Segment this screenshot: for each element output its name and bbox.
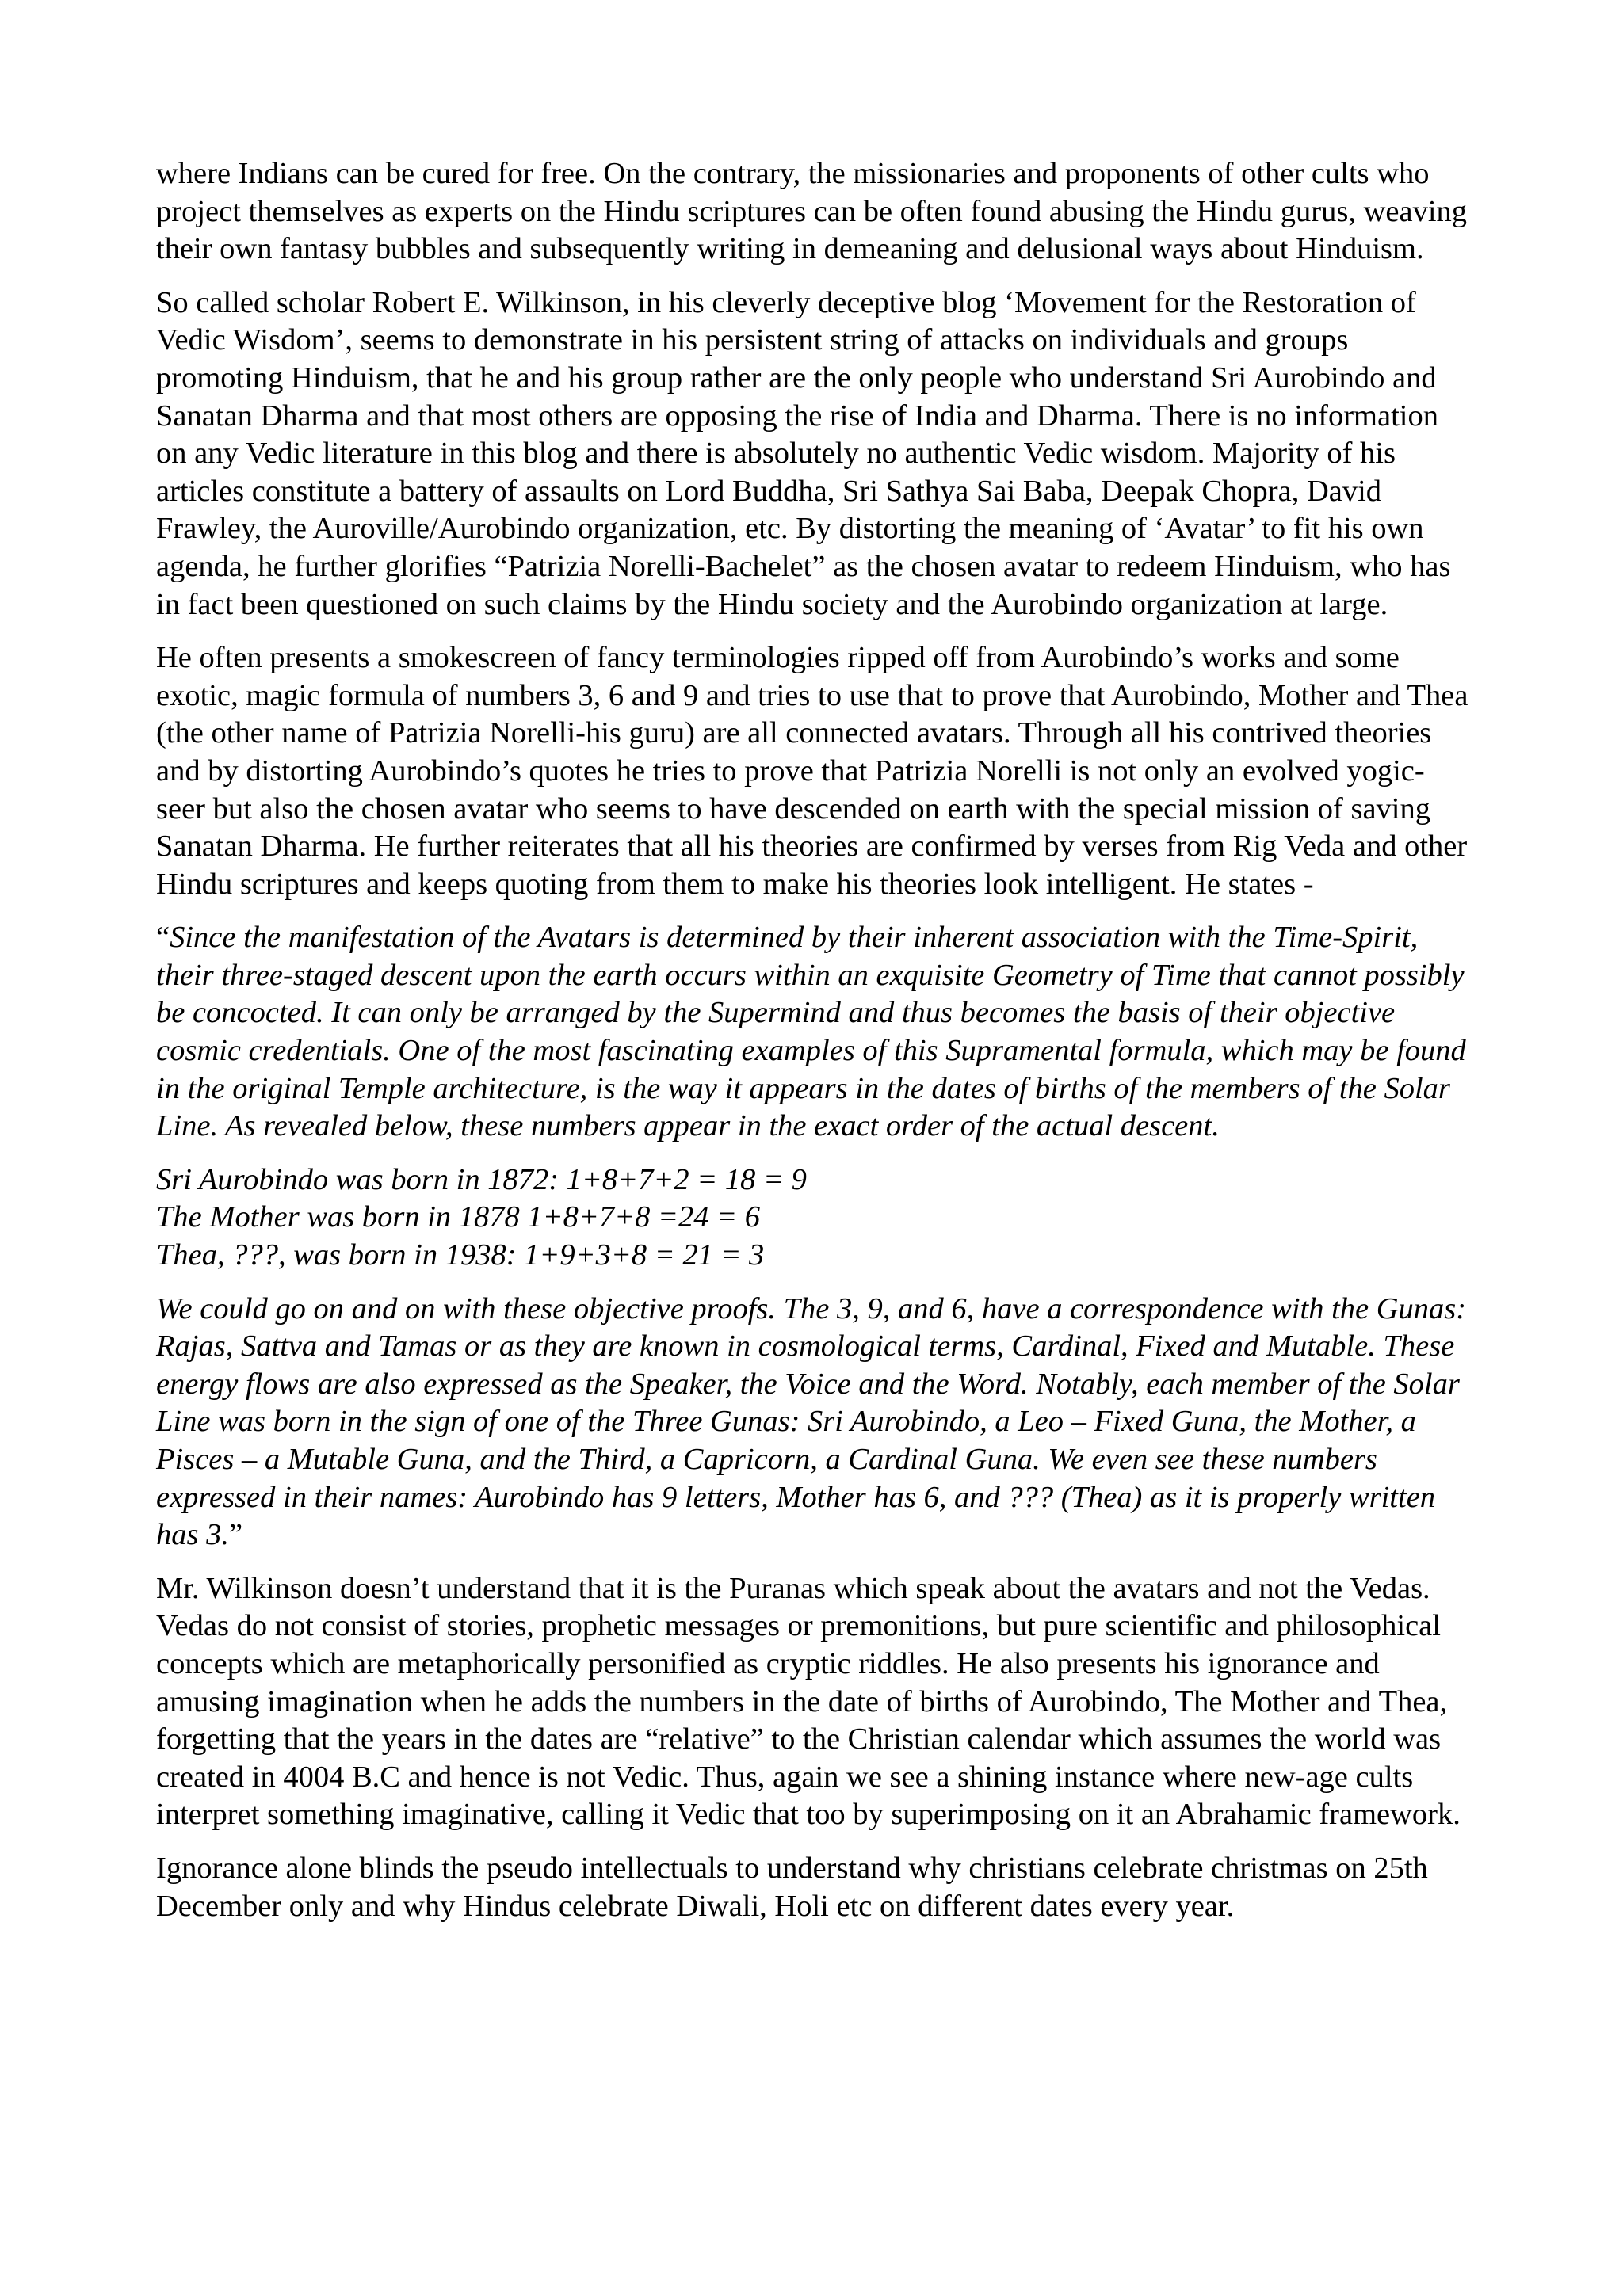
- paragraph-ignorance: Ignorance alone blinds the pseudo intellectuals to understand why christians celebrate christmas on 25th December only and why Hindus celebrate Diwali, Holi etc on different dates every year.: [156, 1851, 1428, 1923]
- birth-date-aurobindo: Sri Aurobindo was born in 1872: 1+8+7+2 = 18 = 9: [156, 1162, 807, 1196]
- birth-date-thea: Thea, ???, was born in 1938: 1+9+3+8 = 21 = 3: [156, 1238, 765, 1272]
- birth-dates-list: [156, 1161, 1472, 1275]
- paragraph-puranas-rebuttal: Mr. Wilkinson doesn’t understand that it is the Puranas which speak about the avatars and not the Vedas. Vedas do not consist of stories, prophetic messages or premonitions, but pure scientific and philosophical concepts which are metaphorically personified as cryptic riddles. He also presents his ignorance and amusing imagination when he adds the numbers in the date of births of Aurobindo, The Mother and Thea, forgetting that the years in the dates are “relative” to the Christian calendar which assumes the world was created in 4004 B.C and hence is not Vedic. Thus, again we see a shining instance where new-age cults interpret something imaginative, calling it Vedic that too by superimposing on it an Abrahamic framework.: [156, 1571, 1461, 1832]
- quote-gunas-text: We could go on and on with these objective proofs. The 3, 9, and 6, have a correspondence with the Gunas: Rajas, Sattva and Tamas or as they are known in cosmological terms, Cardinal, Fixed and Mutable. These energy flows are also expressed as the Speaker, the Voice and the Word. Notably, each member of the Solar Line was born in the sign of one of the Three Gunas: Sri Aurobindo, a Leo – Fixed Guna, the Mother, a Pisces – a Mutable Guna, and the Third, a Capricorn, a Cardinal Guna. We even see these numbers expressed in their names: Aurobindo has 9 letters, Mother has 6, and ??? (Thea) as it is properly written has 3.: [156, 1291, 1467, 1552]
- birth-date-mother: The Mother was born in 1878 1+8+7+8 =24 = 6: [156, 1200, 760, 1234]
- document-body: [156, 155, 1472, 1941]
- paragraph-intro-continuation: where Indians can be cured for free. On the contrary, the missionaries and proponents of other cults who project themselves as experts on the Hindu scriptures can be often found abusing the Hindu gurus, weaving their own fantasy bubbles and subsequently writing in demeaning and delusional ways about Hinduism.: [156, 157, 1468, 266]
- quote-open-mark: “: [156, 921, 170, 955]
- quote-avatars-text: Since the manifestation of the Avatars is determined by their inherent association with the Time-Spirit, their three-staged descent upon the earth occurs within an exquisite Geometry of Time that cannot possibly be concocted. It can only be arranged by the Supermind and thus becomes the basis of their objective cosmic credentials. One of the most fascinating examples of this Supramental formula, which may be found in the original Temple architecture, is the way it appears in the dates of births of the members of the Solar Line. As revealed below, these numbers appear in the exact order of the actual descent.: [156, 921, 1466, 1143]
- quote-close-mark: ”: [228, 1518, 243, 1552]
- paragraph-wilkinson-blog: So called scholar Robert E. Wilkinson, in his cleverly deceptive blog ‘Movement for the Restoration of Vedic Wisdom’, seems to demonstrate in his persistent string of attacks on individuals and groups promoting Hinduism, that he and his group rather are the only people who understand Sri Aurobindo and Sanatan Dharma and that most others are opposing the rise of India and Dharma. There is no information on any Vedic literature in this blog and there is absolutely no authentic Vedic wisdom. Majority of his articles constitute a battery of assaults on Lord Buddha, Sri Sathya Sai Baba, Deepak Chopra, David Frawley, the Auroville/Aurobindo organization, etc. By distorting the meaning of ‘Avatar’ to fit his own agenda, he further glorifies “Patrizia Norelli-Bachelet” as the chosen avatar to redeem Hinduism, who has in fact been questioned on such claims by the Hindu society and the Aurobindo organization at large.: [156, 285, 1451, 621]
- paragraph-smokescreen: He often presents a smokescreen of fancy terminologies ripped off from Aurobindo’s works and some exotic, magic formula of numbers 3, 6 and 9 and tries to use that to prove that Aurobindo, Mother and Thea (the other name of Patrizia Norelli-his guru) are all connected avatars. Through all his contrived theories and by distorting Aurobindo’s quotes he tries to prove that Patrizia Norelli is not only an evolved yogic-seer but also the chosen avatar who seems to have descended on earth with the special mission of saving Sanatan Dharma. He further reiterates that all his theories are confirmed by verses from Rig Veda and other Hindu scriptures and keeps quoting from them to make his theories look intelligent. He states -: [156, 641, 1468, 901]
- blockquote-avatars-descent: [156, 919, 1472, 1146]
- blockquote-gunas: [156, 1291, 1472, 1554]
